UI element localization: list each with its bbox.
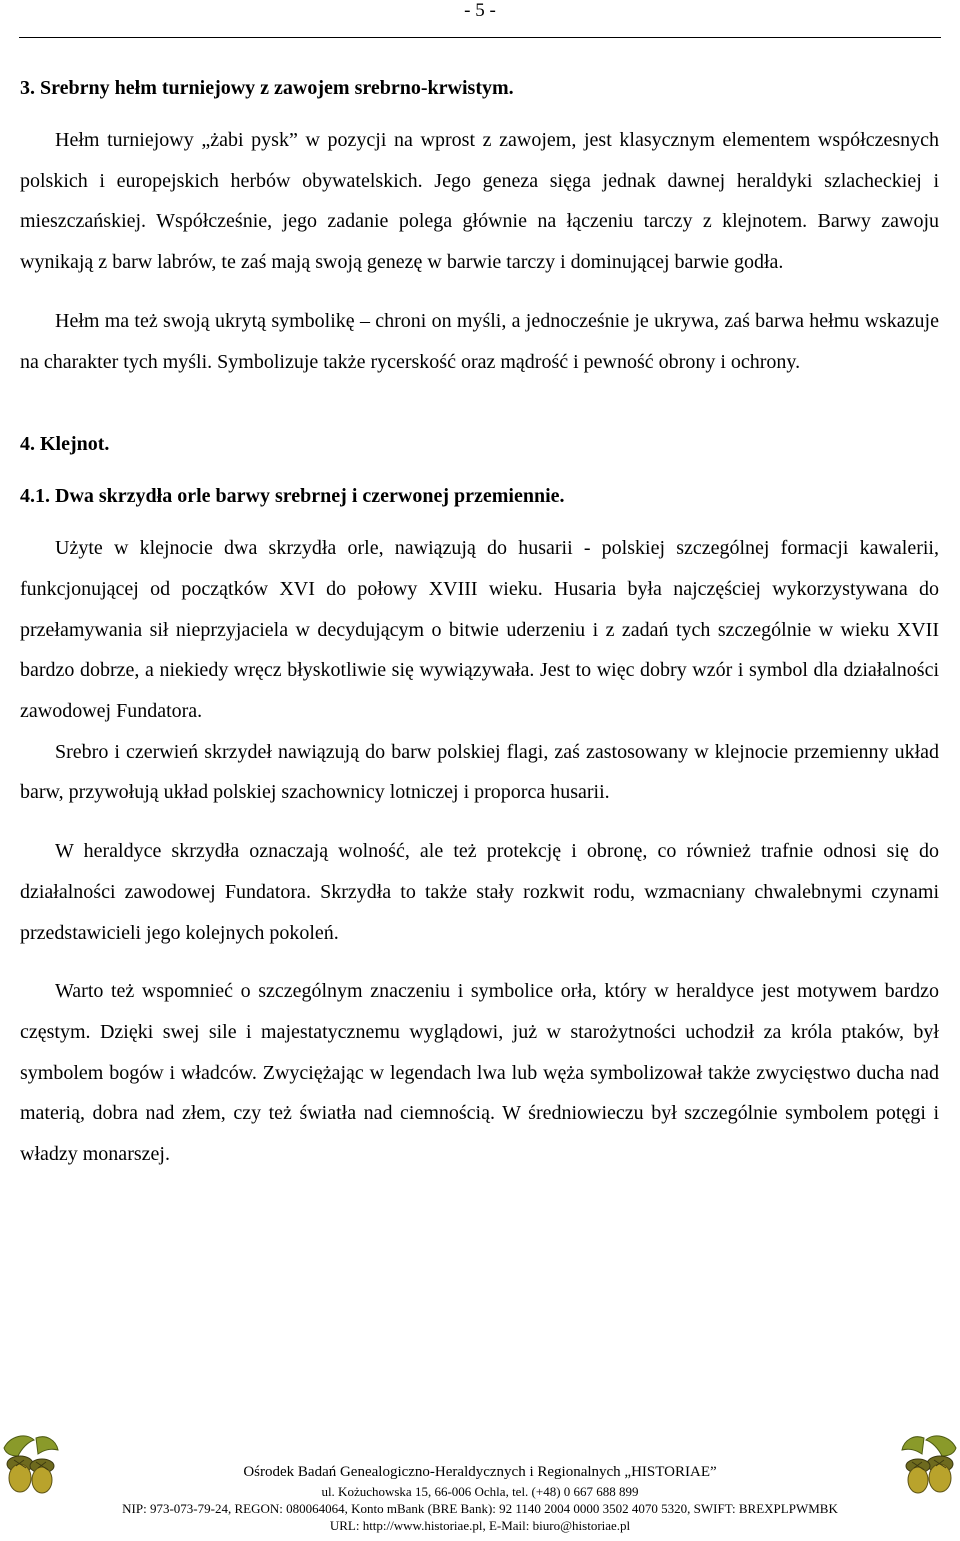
footer-address: ul. Kożuchowska 15, 66-006 Ochla, tel. (+48) 0 667 688 899 xyxy=(321,1484,639,1499)
footer-contact-block xyxy=(0,1462,960,1534)
footer-company-ids: NIP: 973-073-79-24, REGON: 080064064, Konto mBank (BRE Bank): 92 1140 2004 0000 3502 4070 5320, SWIFT: BREXPLPWMBK xyxy=(122,1501,838,1516)
section-4-1-paragraph-1: Użyte w klejnocie dwa skrzydła orle, nawiązują do husarii - polskiej szczególnej formacji kawalerii, funkcjonującej od początków XVI do połowy XVIII wieku. Husaria była najczęściej wykorzystywana do przełamywania sił nieprzyjaciela w decydującym o bitwie uderzeniu i z zadań tych szczególnie w wieku XVII bardzo dobrze, a niekiedy wręcz błyskotliwie się wywiązywała. Jest to więc dobry wzór i symbol dla działalności zawodowej Fundatora. xyxy=(20,537,939,723)
header-rule xyxy=(19,37,941,38)
section-4-1-paragraph-4: Warto też wspomnieć o szczególnym znaczeniu i symbolice orła, który w heraldyce jest motywem bardzo częstym. Dzięki swej sile i majestatycznemu wyglądowi, już w starożytności uchodził za króla ptaków, był symbolem bogów i władców. Zwyciężając w legendach lwa lub węża symbolizował także zwycięstwo ducha nad materią, dobra nad złem, czy też światła nad ciemnością. W średniowieczu był szczególnie symbolem potęgi i władzy monarszej. xyxy=(20,980,939,1166)
section-4-1-paragraph-2: Srebro i czerwień skrzydeł nawiązują do barw polskiej flagi, zaś zastosowany w klejnocie przemienny układ barw, przywołują układ polskiej szachownicy lotniczej i proporca husarii. xyxy=(20,740,939,804)
page-footer xyxy=(0,1430,960,1541)
footer-organization-name: Ośrodek Badań Genealogiczno-Heraldycznych i Regionalnych „HISTORIAE” xyxy=(243,1464,717,1480)
section-4-heading: 4. Klejnot. xyxy=(20,433,110,456)
page-number: - 5 - xyxy=(464,0,496,21)
document-body xyxy=(20,68,939,1175)
section-3-paragraph-1: Hełm turniejowy „żabi pysk” w pozycji na wprost z zawojem, jest klasycznym elementem współczesnych polskich i europejskich herbów obywatelskich. Jego geneza sięga jednak dawnej heraldyki szlacheckiej i mieszczańskiej. Współcześnie, jego zadanie polega głównie na łączeniu tarczy z klejnotem. Barwy zawoju wynikają z barw labrów, te zaś mają swoją genezę w barwie tarczy i dominującej barwie godła. xyxy=(20,129,939,274)
footer-web-email: URL: http://www.historiae.pl, E-Mail: biuro@historiae.pl xyxy=(329,1518,631,1533)
section-4-1-paragraph-3: W heraldyce skrzydła oznaczają wolność, ale też protekcję i obronę, co również trafnie odnosi się do działalności zawodowej Fundatora. Skrzydła to także stały rozkwit rodu, wzmacniany chwalebnymi czynami przedstawicieli jego kolejnych pokoleń. xyxy=(20,840,939,944)
section-4-1-heading: 4.1. Dwa skrzydła orle barwy srebrnej i czerwonej przemiennie. xyxy=(20,485,565,508)
section-3-paragraph-2: Hełm ma też swoją ukrytą symbolikę – chroni on myśli, a jednocześnie je ukrywa, zaś barwa hełmu wskazuje na charakter tych myśli. Symbolizuje także rycerskość oraz mądrość i pewność obrony i ochrony. xyxy=(20,309,939,373)
section-3-heading: 3. Srebrny hełm turniejowy z zawojem srebrno-krwistym. xyxy=(20,77,514,99)
